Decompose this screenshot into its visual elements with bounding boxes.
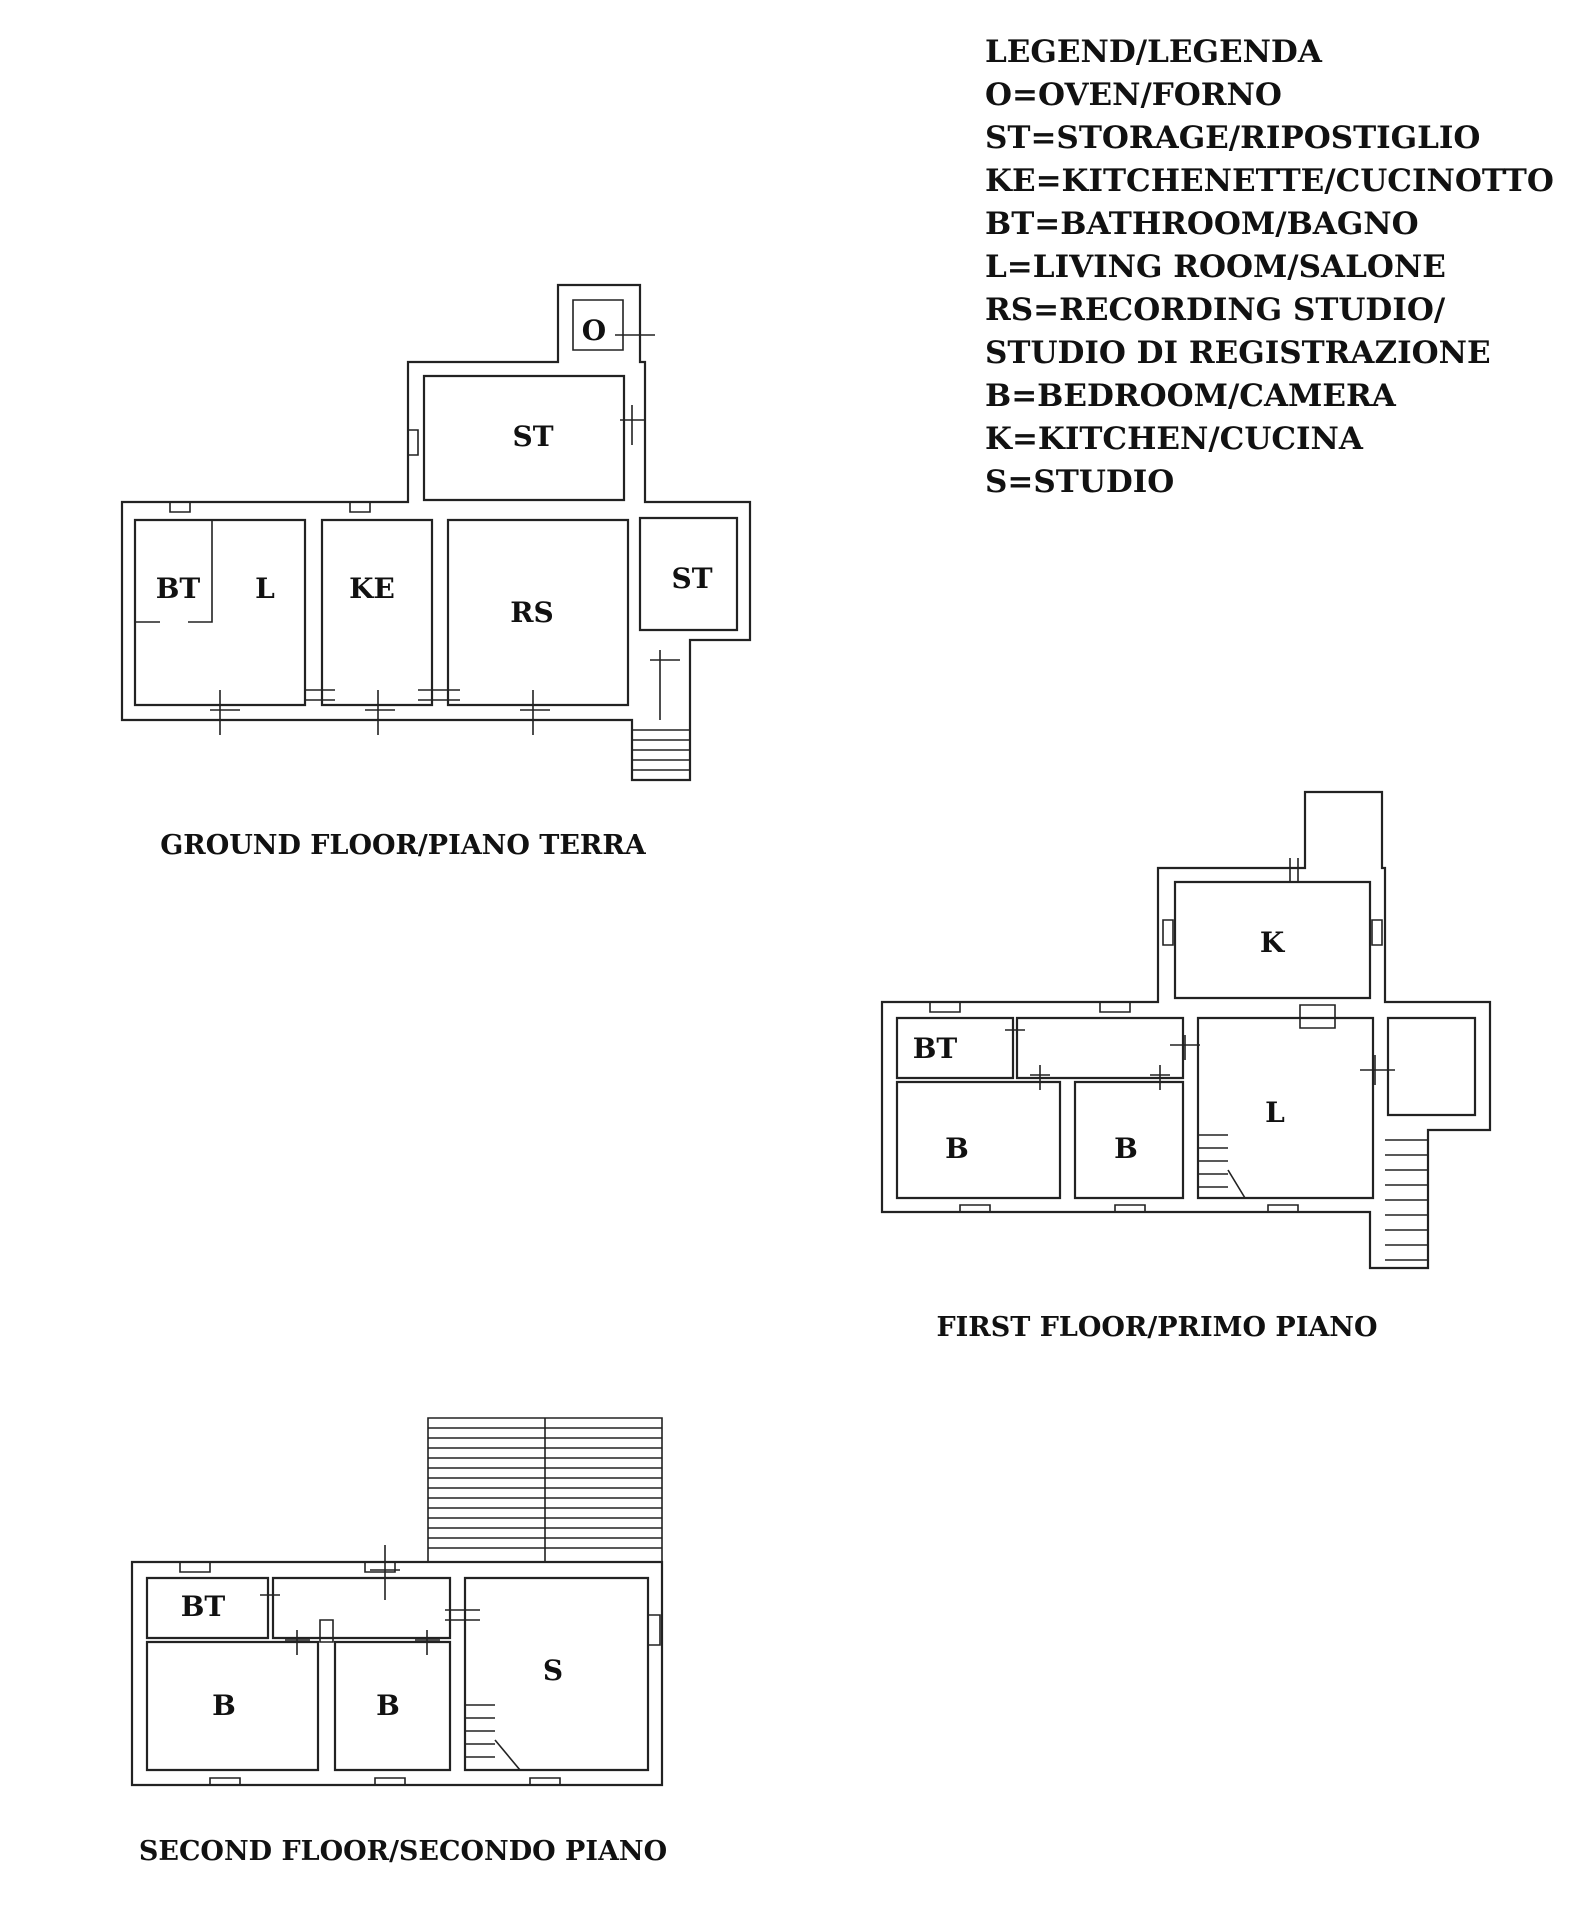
legend-item: B=BEDROOM/CAMERA — [985, 378, 1396, 414]
second-studio-label: S — [542, 1654, 564, 1687]
first-bedroom-mid-label: B — [1114, 1132, 1138, 1165]
legend-item: L=LIVING ROOM/SALONE — [985, 249, 1446, 285]
first-living-label: L — [1265, 1096, 1285, 1129]
first-floor-plan — [882, 792, 1490, 1343]
second-roof-hatch — [428, 1418, 662, 1562]
second-bedroom-mid-label: B — [376, 1689, 400, 1722]
second-bathroom-label: BT — [180, 1590, 226, 1623]
ground-bathroom-partition — [135, 520, 212, 622]
kitchenette-label: KE — [349, 572, 395, 605]
oven-label: O — [581, 314, 607, 347]
first-kitchen-label: K — [1259, 926, 1285, 959]
first-bedroom-left-label: B — [945, 1132, 969, 1165]
first-bathroom-label: BT — [912, 1032, 958, 1065]
legend-item: K=KITCHEN/CUCINA — [985, 421, 1363, 457]
legend-item: O=OVEN/FORNO — [985, 77, 1282, 113]
first-corridor — [1017, 1018, 1183, 1078]
legend-item: S=STUDIO — [985, 464, 1175, 500]
second-floor-title: SECOND FLOOR/SECONDO PIANO — [138, 1836, 668, 1867]
legend — [985, 34, 1554, 500]
first-bedroom-left-room — [897, 1082, 1060, 1198]
legend-item: RS=RECORDING STUDIO/ — [985, 292, 1446, 328]
ground-living-room — [135, 520, 305, 705]
first-floor-title: FIRST FLOOR/PRIMO PIANO — [936, 1312, 1378, 1343]
ground-kitchenette-room — [322, 520, 432, 705]
ground-floor-title: GROUND FLOOR/PIANO TERRA — [160, 830, 646, 861]
second-floor-plan — [132, 1418, 667, 1867]
storage-top-label: ST — [512, 420, 554, 453]
storage-right-label: ST — [671, 562, 713, 595]
living-label: L — [255, 572, 275, 605]
recording-label: RS — [510, 596, 554, 629]
legend-item: BT=BATHROOM/BAGNO — [985, 206, 1419, 242]
first-outer-wall — [882, 792, 1490, 1268]
ground-windows — [170, 335, 655, 735]
ground-floor-plan — [122, 285, 750, 861]
first-terrace — [1388, 1018, 1475, 1115]
bathroom-label: BT — [155, 572, 201, 605]
second-windows — [180, 1545, 660, 1785]
second-corridor — [273, 1578, 450, 1638]
first-living-room — [1198, 1018, 1373, 1198]
first-windows — [930, 858, 1395, 1212]
legend-item: ST=STORAGE/RIPOSTIGLIO — [985, 120, 1481, 156]
second-bedroom-left-label: B — [212, 1689, 236, 1722]
legend-item: STUDIO DI REGISTRAZIONE — [985, 335, 1491, 371]
legend-title: LEGEND/LEGENDA — [985, 34, 1322, 70]
second-stairs — [465, 1705, 520, 1770]
ground-stairs — [632, 650, 690, 770]
legend-item: KE=KITCHENETTE/CUCINOTTO — [985, 163, 1554, 199]
